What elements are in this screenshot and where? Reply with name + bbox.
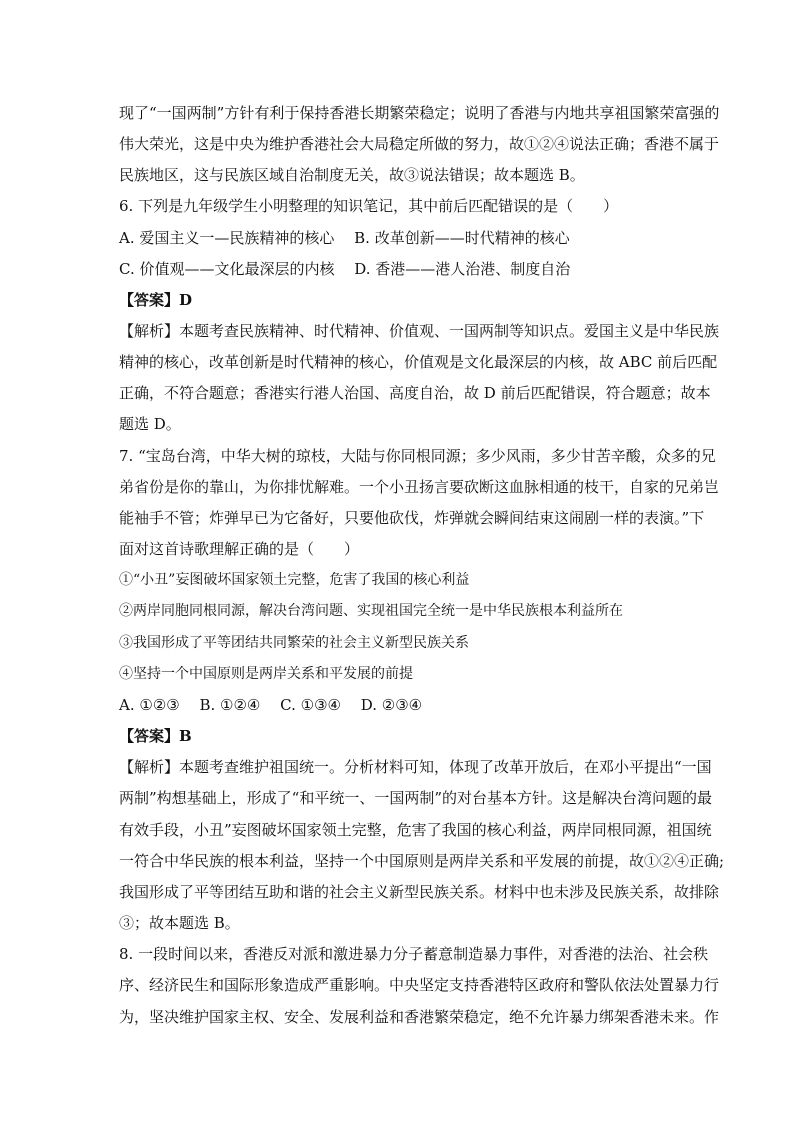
question-6-options-cd: C. 价值观——文化最深层的内核 D. 香港——港人治港、制度自治 — [119, 260, 571, 278]
statement-2: ②两岸同胞同根同源，解决台湾问题、实现祖国完全统一是中华民族根本利益所在 — [119, 603, 623, 619]
question-7-stem: 7. “宝岛台湾，中华大树的琼枝，大陆与你同根同源；多少风雨，多少甘苦辛酸，众多的兄 — [119, 447, 716, 465]
text-line: 民族地区，这与民族区域自治制度无关，故③说法错误；故本题选 B。 — [119, 166, 585, 184]
text-line: 现了“一国两制”方针有利于保持香港长期繁荣稳定；说明了香港与内地共享祖国繁荣富强的 — [119, 104, 720, 122]
analysis-line: 我国形成了平等团结互助和谐的社会主义新型民族关系。材料中也未涉及民族关系，故排除 — [119, 883, 720, 901]
analysis-line: 有效手段，小丑”妄图破坏国家领土完整，危害了我国的核心利益，两岸同根同源，祖国统 — [119, 821, 712, 839]
question-8-stem: 序、经济民生和国际形象造成严重影响。中央坚定支持香港特区政府和警队依法处置暴力行 — [119, 976, 720, 994]
text-line: 伟大荣光，这是中央为维护香港社会大局稳定所做的努力，故①②④说法正确；香港不属于 — [119, 135, 720, 153]
question-7-stem: 能袖手不管；炸弹早已为它备好，只要他砍伐，炸弹就会瞬间结束这闹剧一样的表演。”下 — [119, 509, 705, 527]
analysis-line: 题选 D。 — [119, 415, 181, 433]
question-8-stem: 为，坚决维护国家主权、安全、发展利益和香港繁荣稳定，绝不允许暴力绑架香港未来。作 — [119, 1008, 720, 1026]
question-7-stem: 面对这首诗歌理解正确的是（ ） — [119, 540, 360, 558]
question-6-options-ab: A. 爱国主义一—民族精神的核心 B. 改革创新——时代精神的核心 — [119, 229, 570, 247]
analysis-line: ③；故本题选 B。 — [119, 914, 240, 932]
analysis-line: 【解析】本题考查民族精神、时代精神、价值观、一国两制等知识点。爱国主义是中华民族 — [119, 322, 720, 340]
analysis-line: 正确，不符合题意；香港实行港人治国、高度自治，故 D 前后匹配错误，符合题意；故本 — [119, 384, 711, 402]
answer-label: 【答案】D — [119, 291, 193, 309]
analysis-line: 两制”构想基础上，形成了“和平统一、一国两制”的对台基本方针。这是解决台湾问题的最 — [119, 789, 713, 807]
question-6-stem: 6. 下列是九年级学生小明整理的知识笔记，其中前后匹配错误的是（ ） — [119, 197, 619, 215]
statement-3: ③我国形成了平等团结共同繁荣的社会主义新型民族关系 — [119, 635, 469, 651]
analysis-line: 一符合中华民族的根本利益，坚持一个中国原则是两岸关系和平发展的前提，故①②④正确; — [119, 852, 725, 870]
statement-4: ④坚持一个中国原则是两岸关系和平发展的前提 — [119, 666, 413, 682]
question-7-stem: 弟省份是你的靠山，为你排忧解难。一个小丑扬言要砍断这血脉相通的枝干，自家的兄弟岂 — [119, 478, 720, 496]
analysis-line: 【解析】本题考查维护祖国统一。分析材料可知，体现了改革开放后，在邓小平提出“一国 — [119, 758, 712, 776]
statement-1: ①“小丑”妄图破坏国家领土完整，危害了我国的核心利益 — [119, 572, 470, 588]
question-7-options: A. ①②③ B. ①②④ C. ①③④ D. ②③④ — [119, 696, 423, 714]
question-8-stem: 8. 一段时间以来，香港反对派和激进暴力分子蓄意制造暴力事件，对香港的法治、社会秩 — [119, 945, 709, 963]
analysis-line: 精神的核心，改革创新是时代精神的核心，价值观是文化最深层的内核，故 ABC 前后匹配 — [119, 353, 718, 371]
answer-label: 【答案】B — [119, 727, 192, 745]
